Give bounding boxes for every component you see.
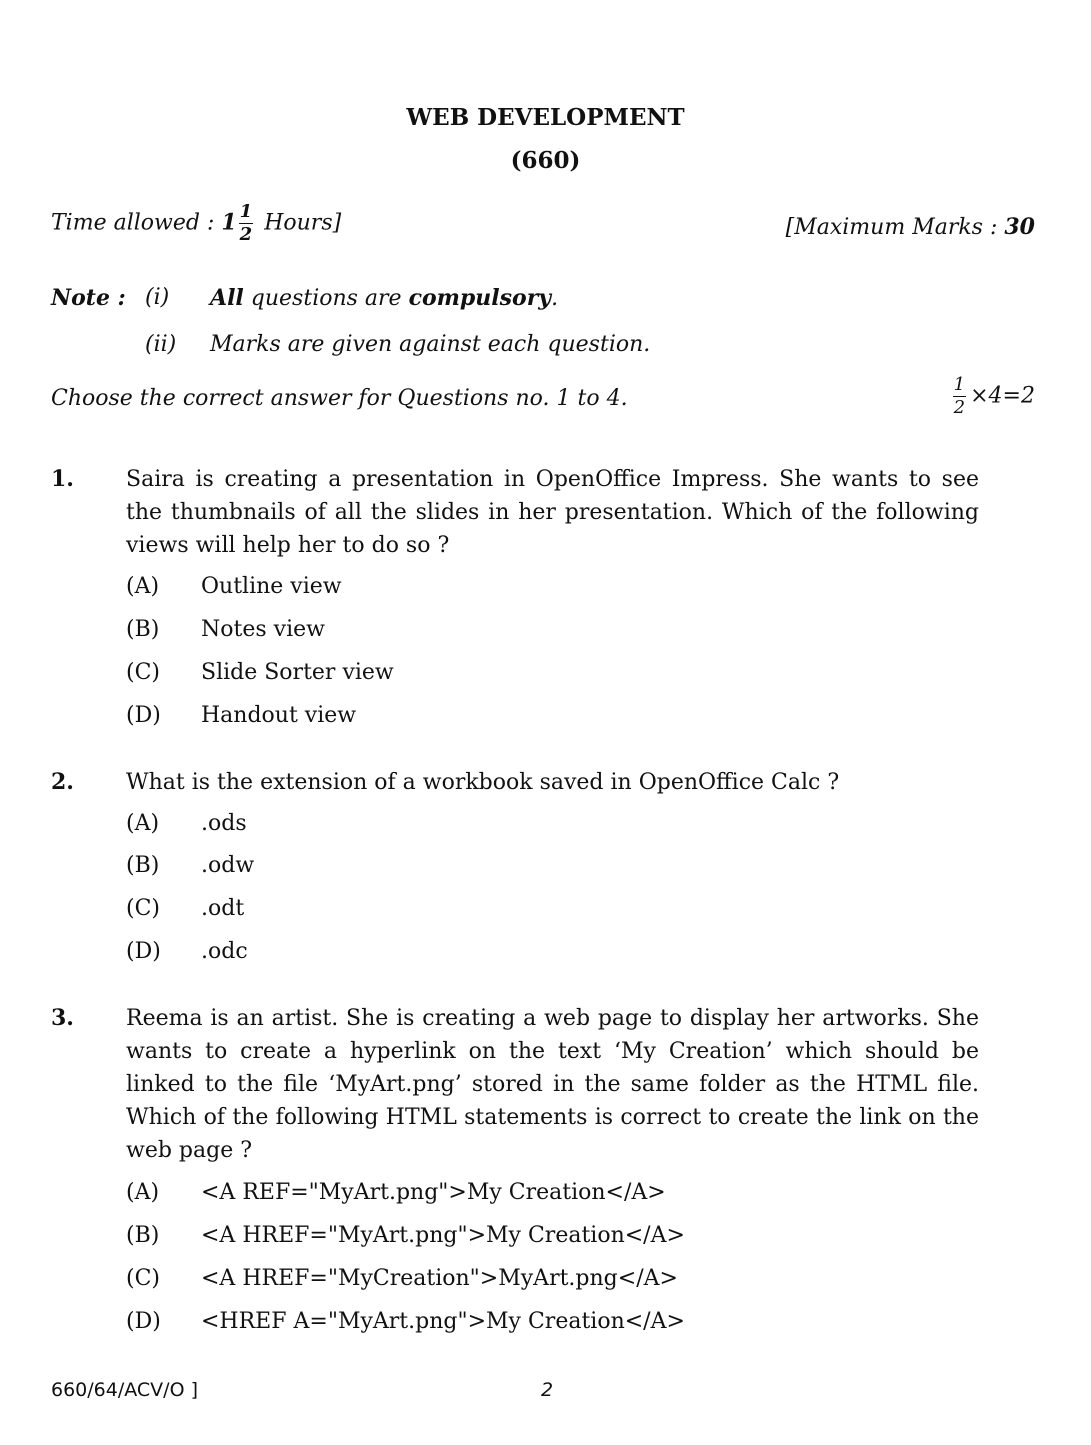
q2-option-d-text: .odc xyxy=(201,939,248,964)
question-3-number: 3. xyxy=(51,1005,74,1031)
q1-option-a-label: (A) xyxy=(126,574,160,599)
q3-option-d-label: (D) xyxy=(126,1309,161,1334)
q2-option-b-text: .odw xyxy=(201,853,255,878)
section-marks-fraction xyxy=(953,376,966,417)
note-item-1-bold-compulsory: compulsory xyxy=(408,285,552,311)
q1-option-c-label: (C) xyxy=(126,660,160,685)
time-frac-numerator: 1 xyxy=(239,201,253,222)
note-item-1-bold-all: All xyxy=(210,285,244,311)
q1-option-c-text: Slide Sorter view xyxy=(201,660,394,685)
q3-option-c-text: <A HREF="MyCreation">MyArt.png</A> xyxy=(201,1266,678,1291)
q3-option-b-text: <A HREF="MyArt.png">My Creation</A> xyxy=(201,1223,685,1248)
question-1-text: Saira is creating a presentation in OpenOffice Impress. She wants to see the thumbnails of all the slides in her presentation. Which of the following views will help her to do so ? xyxy=(126,467,979,558)
section-marks xyxy=(951,376,1035,417)
q1-option-b-text: Notes view xyxy=(201,617,325,642)
footer-paper-code: 660/64/ACV/O ] xyxy=(51,1379,198,1401)
q2-option-d-label: (D) xyxy=(126,939,161,964)
q3-option-b-label: (B) xyxy=(126,1223,160,1248)
q3-option-a-text: <A REF="MyArt.png">My Creation</A> xyxy=(201,1180,666,1205)
section-instruction: Choose the correct answer for Questions no. 1 to 4. xyxy=(51,386,628,411)
maximum-marks-value: 30 xyxy=(1004,214,1035,240)
section-frac-numerator: 1 xyxy=(953,374,966,395)
q1-option-d-text: Handout view xyxy=(201,703,357,728)
question-2-text: What is the extension of a workbook saved in OpenOffice Calc ? xyxy=(126,770,840,795)
note-item-1-period: . xyxy=(551,286,559,311)
q1-option-a-text: Outline view xyxy=(201,574,342,599)
q3-option-d-text: <HREF A="MyArt.png">My Creation</A> xyxy=(201,1309,685,1334)
footer-page-number: 2 xyxy=(541,1379,554,1401)
question-2-number: 2. xyxy=(51,769,74,795)
q1-option-b-label: (B) xyxy=(126,617,160,642)
time-frac-denominator: 2 xyxy=(239,224,253,245)
time-allowed xyxy=(51,203,341,244)
maximum-marks xyxy=(786,214,1035,240)
question-3-text: Reema is an artist. She is creating a web page to display her artworks. She wants to create a hyperlink on the text ‘My Creation’ which should be linked to the file ‘MyArt.png’ stored in the same folder as the HTML file. Which of the following HTML statements is correct to create the link on the web page ? xyxy=(126,1006,979,1163)
maximum-marks-prefix: [Maximum Marks : xyxy=(785,215,1005,240)
section-marks-suffix: ×4=2 xyxy=(970,383,1035,409)
exam-subject-title: WEB DEVELOPMENT xyxy=(406,104,685,131)
q2-option-c-label: (C) xyxy=(126,896,160,921)
q2-option-a-label: (A) xyxy=(126,811,160,836)
note-item-1 xyxy=(210,285,558,311)
q2-option-a-text: .ods xyxy=(201,811,247,836)
time-allowed-whole: 1 xyxy=(221,209,237,236)
note-item-2-num: (ii) xyxy=(145,332,177,357)
note-item-1-num: (i) xyxy=(145,285,170,310)
time-allowed-prefix: Time allowed : xyxy=(51,210,222,236)
q2-option-b-label: (B) xyxy=(126,853,160,878)
note-item-1-text: questions are xyxy=(243,286,409,311)
section-frac-denominator: 2 xyxy=(953,397,966,418)
question-1-number: 1. xyxy=(51,466,74,492)
note-item-2: Marks are given against each question. xyxy=(210,332,651,357)
time-allowed-fraction xyxy=(239,203,254,244)
q3-option-a-label: (A) xyxy=(126,1180,160,1205)
q2-option-c-text: .odt xyxy=(201,896,245,921)
q3-option-c-label: (C) xyxy=(126,1266,160,1291)
note-label: Note : xyxy=(51,285,126,311)
exam-subject-code: (660) xyxy=(510,147,581,174)
q1-option-d-label: (D) xyxy=(126,703,161,728)
time-allowed-suffix: Hours] xyxy=(257,210,342,236)
